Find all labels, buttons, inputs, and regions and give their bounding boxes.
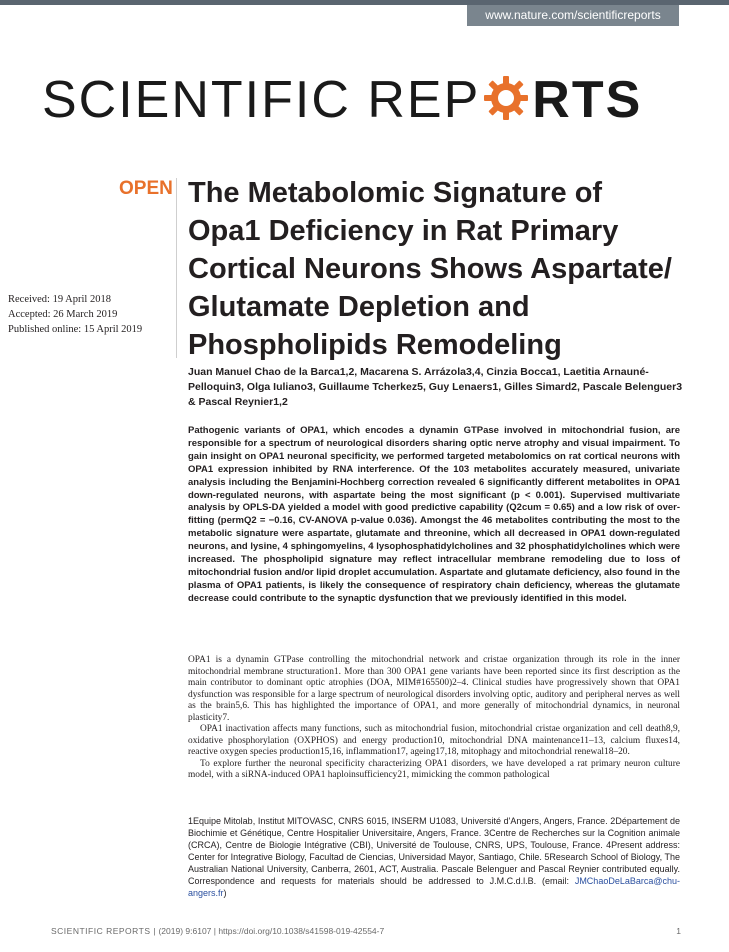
- author-list: Juan Manuel Chao de la Barca1,2, Macarena S. Arrázola3,4, Cinzia Bocca1, Laetitia Arnauné-Pelloquin3, Olga Iuliano3, Guillaume Tcherkez5, Guy Lenaers1, Gilles Simard2, Pascale Belenguer3 & Pascal Reynier1,2: [188, 366, 683, 408]
- body-paragraph: OPA1 inactivation affects many functions, such as mitochondrial fusion, mitochondrial cristae organization and cell death8,9, oxidative phosphorylation (OXPHOS) and energy production10, mitochondrial DNA maintenance11–13, calcium fluxes14, reactive oxygen species production15,16, inflammation17, ageing17,18, mitophagy and mitochondrial renewal18–20.: [188, 724, 680, 757]
- page-footer: [51, 926, 681, 936]
- title-line: The Metabolomic Signature of: [188, 177, 603, 209]
- gear-o-icon: [482, 74, 530, 122]
- journal-name-bold: RTS: [532, 71, 643, 129]
- affiliations-end: ): [223, 888, 227, 898]
- title-divider: [176, 178, 177, 358]
- journal-name-light: SCIENTIFIC REP: [42, 71, 481, 129]
- article-dates: [8, 292, 142, 337]
- footer-journal: SCIENTIFIC REPORTS |: [51, 926, 157, 936]
- body-paragraph: To explore further the neuronal specificity characterizing OPA1 disorders, we have developed a rat primary neuron culture model, with a siRNA-induced OPA1 haploinsufficiency21, mimicking the common pathological: [188, 758, 680, 780]
- title-line: Phospholipids Remodeling: [188, 329, 562, 361]
- footer-citation[interactable]: (2019) 9:6107 | https://doi.org/10.1038/s41598-019-42554-7: [158, 926, 385, 936]
- title-line: Opa1 Deficiency in Rat Primary: [188, 215, 619, 247]
- body-paragraph: OPA1 is a dynamin GTPase controlling the mitochondrial network and cristae organization through its role in the inner mitochondrial membrane structuration1. More than 300 OPA1 gene variants have been reported since its first description as the main contributor to dominant optic atrophies (DOA, MIM#165500)2–4. Clinical studies have progressively shown that OPA1 dysfunction was responsible for a large spectrum of neurological disorders involving optic, auditory and peripheral nerves as well as the brain5,6. This has highlighted the importance of OPA1, and more generally of mitochondrial dynamics, in neuronal plasticity7.: [188, 655, 680, 723]
- open-access-label: OPEN: [119, 178, 173, 199]
- received-date: Received: 19 April 2018: [8, 294, 111, 305]
- page-number: 1: [676, 926, 681, 936]
- affiliations: [188, 815, 680, 899]
- abstract: Pathogenic variants of OPA1, which encodes a dynamin GTPase involved in mitochondrial fusion, are responsible for a spectrum of neurological disorders sharing optic nerve atrophy and visual impairment. To gain insight on OPA1 neuronal specificity, we performed targeted metabolomics on rat cortical neurons with OPA1 expression inhibited by RNA interference. Of the 103 metabolites accurately measured, univariate analysis including the Benjamini-Hochberg correction revealed 6 significantly different metabolites in OPA1 down-regulated neurons, with aspartate being the most significant (p < 0.001). Supervised multivariate analysis by OPLS-DA yielded a model with good predictive capability (Q2cum = 0.65) and a low risk of over-fitting (permQ2 = −0.16, CV-ANOVA p-value 0.036). Amongst the 46 metabolites contributing the most to the metabolic signature were aspartate, glutamate and threonine, which all decreased in OPA1 down-regulated neurons, and lysine, 4 sphingomyelins, 4 lysophosphatidylcholines and 32 phosphatidylcholines which were increased. The phospholipid signature may reflect intracellular membrane remodeling due to loss of mitochondrial fusion and/or lipid droplet accumulation. Aspartate and glutamate deficiency, also found in the plasma of OPA1 patients, is likely the consequence of respiratory chain deficiency, whereas the glutamate decrease could contribute to the synaptic dysfunction that we previously identified in this model.: [188, 425, 680, 604]
- affiliations-text: 1Equipe Mitolab, Institut MITOVASC, CNRS 6015, INSERM U1083, Université d'Angers, Angers, France. 2Département de Biochimie et Génétique, Centre Hospitalier Universitaire, Angers, France. 3Centre de Recherches sur la Cognition animale (CRCA), Centre de Biologie Intégrative (CBI), Université de Toulouse, CNRS, UPS, Toulouse, France. 4Present address: Center for Integrative Biology, Facultad de Ciencias, Universidad Mayor, Santiago, Chile. 5Research School of Biology, The Australian National University, Canberra, 2601, ACT, Australia. Pascale Belenguer and Pascal Reynier contributed equally. Correspondence and requests for materials should be addressed to J.M.C.d.l.B. (email:: [188, 816, 680, 886]
- published-date: Published online: 15 April 2019: [8, 324, 143, 335]
- title-line: Cortical Neurons Shows Aspartate/: [188, 253, 672, 285]
- title-line: Glutamate Depletion and: [188, 291, 530, 323]
- journal-url-link[interactable]: www.nature.com/scientificreports: [467, 5, 679, 26]
- article-title: [188, 174, 688, 364]
- journal-logo: [42, 70, 682, 130]
- accepted-date: Accepted: 26 March 2019: [8, 309, 118, 320]
- correspondence-email-link[interactable]: JMChaoDeLaBarca@chu-angers.fr: [188, 876, 680, 898]
- article-body: [188, 655, 680, 782]
